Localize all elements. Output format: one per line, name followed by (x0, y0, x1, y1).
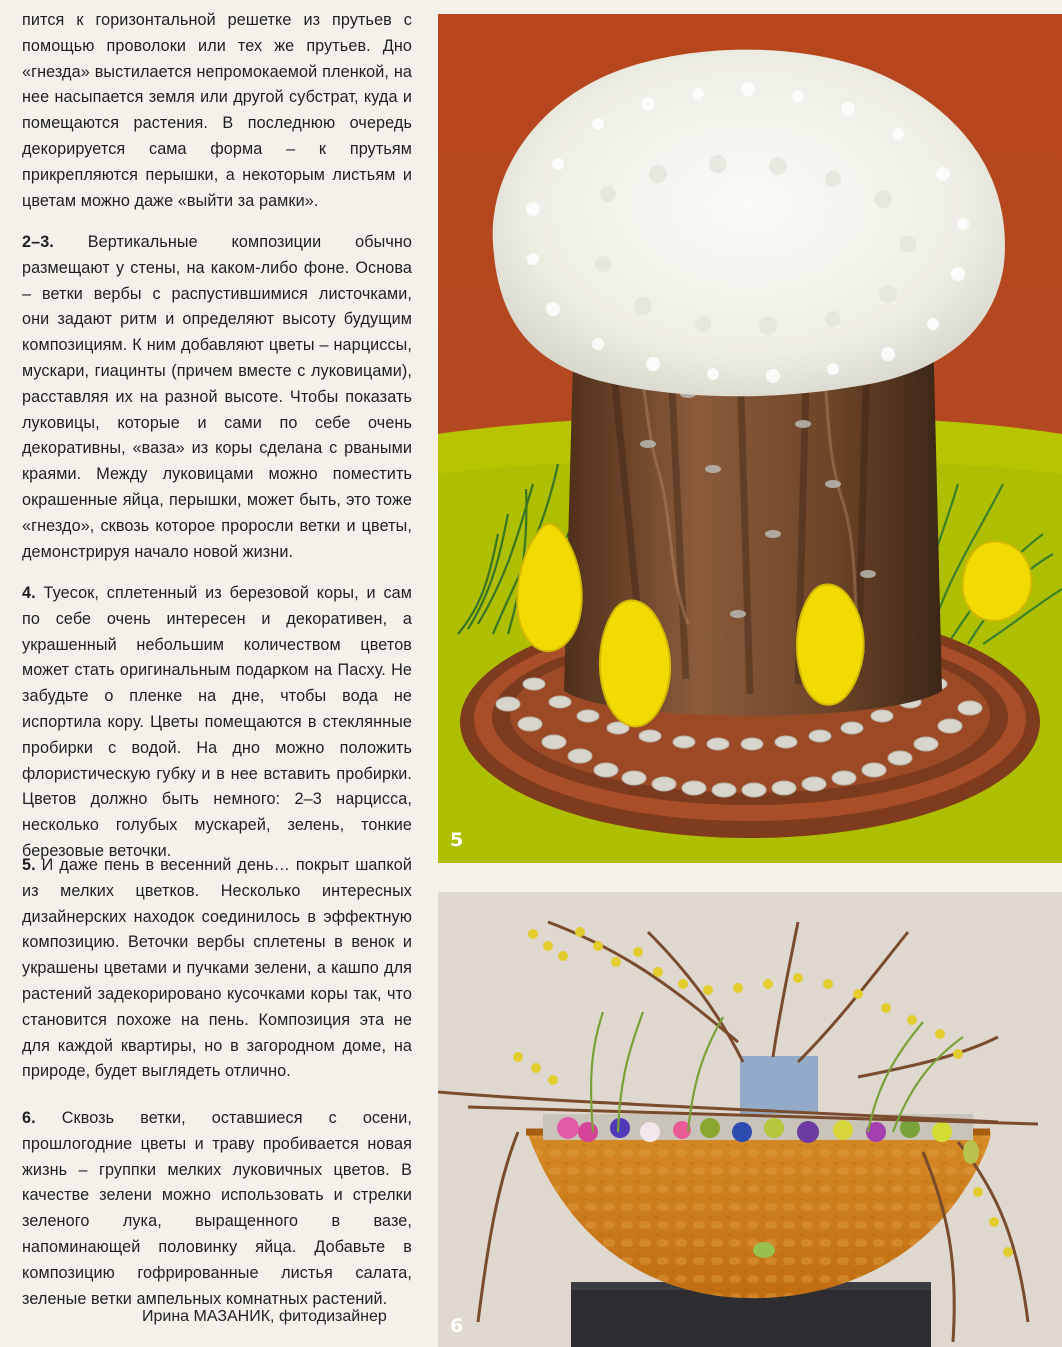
paragraph-2-3 (22, 230, 412, 565)
paragraph-text: Сквозь ветки, оставшиеся с осени, прошлогодние цветы и траву пробивается новая жизнь – группки мелких луковичных цветов. В качестве зелени можно использовать и стрелки зеленого лука, выращенного в вазе, напоминающей половинку яйца. Добавьте в композицию гофрированные листья салата, зеленые ветки ампельных комнатных растений. (22, 1109, 412, 1308)
paragraph-lead: 4. (22, 584, 36, 602)
photo-number-6: 6 (450, 1315, 464, 1337)
article-text-column (22, 0, 412, 1347)
paragraph-5 (22, 853, 412, 1085)
photo-5-image (438, 14, 1062, 863)
paragraph-lead: 2–3. (22, 233, 54, 251)
paragraph-intro (22, 8, 412, 214)
paragraph-text: Туесок, сплетенный из березовой коры, и сам по себе очень интересен и декоративен, а украшенный небольшим количеством цветов может стать оригинальным подарком на Пасху. Не забудьте о пленке на дне, чтобы вода не испортила кору. Цветы помещаются в стеклянные пробирки с водой. На дно можно положить флористическую губку и в нее вставить пробирки. Цветов должно быть немного: 2–3 нарцисса, несколько голубых мускарей, зелень, тонкие березовые веточки. (22, 584, 412, 860)
photo-6-bowl-arrangement (438, 892, 1062, 1347)
photo-number-5: 5 (450, 829, 464, 851)
paragraph-text: И даже пень в весенний день… покрыт шапкой из мелких цветков. Несколько интересных дизайнерских находок соединилось в эффектную композицию. Веточки вербы сплетены в венок и украшены цветами и пучками зелени, а кашпо для растений задекорировано кусочками коры так, что становится похоже на пень. Композиция эта не для каждой квартиры, но в загородном доме, на природе, будет выглядеть отлично. (22, 856, 412, 1081)
paragraph-lead: 6. (22, 1109, 36, 1127)
photo-5-stump-arrangement (438, 14, 1062, 863)
paragraph-6 (22, 1106, 412, 1312)
paragraph-text: пится к горизонтальной решетке из прутьев с помощью проволоки или тех же прутьев. Дно «гнезда» выстилается непромокаемой пленкой, на нее насыпается земля или другой субстрат, куда и помещаются растения. В последнюю очередь декорируется сама форма – к прутьям прикрепляются перышки, а некоторым листьям и цветам можно даже «выйти за рамки». (22, 11, 412, 210)
photo-6-image (438, 892, 1062, 1347)
paragraph-lead: 5. (22, 856, 36, 874)
gypsophila-cap (493, 50, 1005, 397)
author-signature: Ирина МАЗАНИК, фитодизайнер (142, 1308, 387, 1325)
paragraph-4 (22, 581, 412, 865)
paragraph-text: Вертикальные композиции обычно размещают у стены, на каком-либо фоне. Основа – ветки вербы с распустившимися листочками, они задают ритм и определяют высоту будущим композициям. К ним добавляют цветы – нарциссы, мускари, гиацинты (причем вместе с луковицами), расставляя их на разной высоте. Чтобы показать луковицы, которые и сами по себе очень декоративны, «ваза» из коры сделана с рваными краями. Между луковицами можно поместить окрашенные яйца, перышки, может быть, это тоже «гнездо», сквозь которое проросли ветки и цветы, демонстрируя начало новой жизни. (22, 233, 412, 561)
